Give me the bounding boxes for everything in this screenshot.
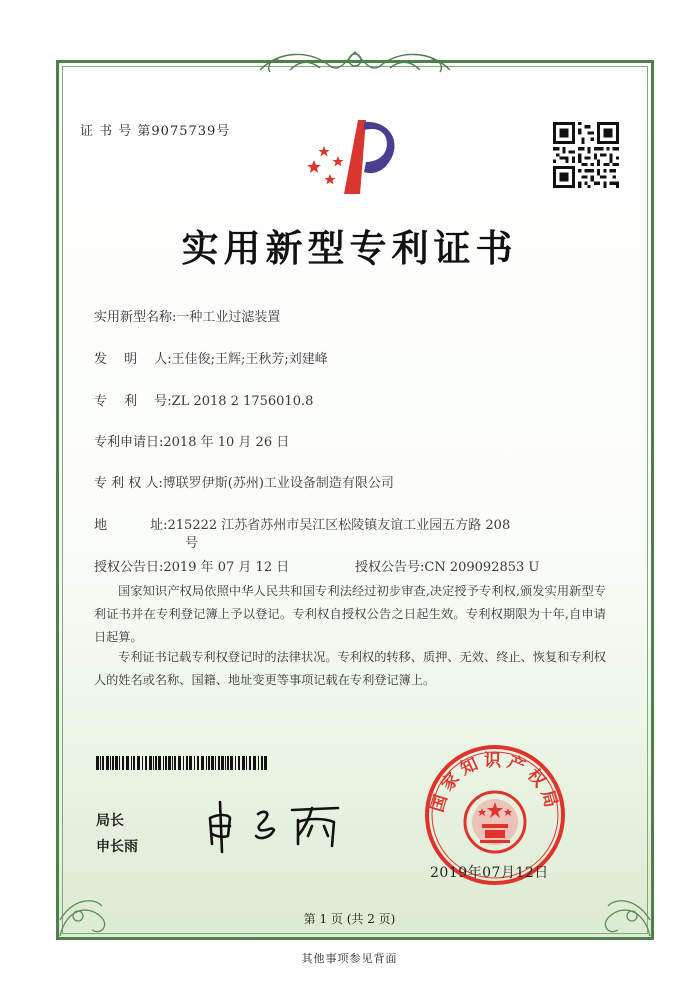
barcode-bar — [186, 756, 188, 770]
barcode-bar — [253, 756, 256, 770]
certificate-number — [80, 120, 230, 139]
barcode-bar — [235, 756, 236, 770]
barcode-bar — [174, 756, 176, 770]
barcode-bar — [221, 756, 224, 770]
address-label: 地 址: — [94, 518, 168, 533]
body-paragraph-1 — [94, 580, 606, 649]
barcode-bar — [106, 756, 109, 770]
barcode-bar — [211, 756, 214, 770]
field-inventor — [94, 348, 328, 367]
barcode-bar — [110, 756, 111, 770]
barcode-bar — [218, 756, 220, 770]
address-value-line2: 号 — [185, 536, 199, 551]
seal-date: 2019年07月12日 — [430, 865, 549, 881]
barcode-bar — [119, 756, 120, 770]
barcode-bar — [126, 756, 129, 770]
signature-role: 局长 — [96, 813, 124, 829]
bottom-right-ornament — [594, 860, 654, 940]
barcode-bar — [261, 756, 263, 770]
grant-date-label: 授权公告日: — [94, 560, 164, 575]
barcode-bar — [215, 756, 216, 770]
inventor-label: 发 明 人: — [94, 352, 172, 367]
barcode-bar — [137, 756, 140, 770]
filing-date-value: 2018 年 10 月 26 日 — [163, 435, 290, 450]
field-address — [94, 514, 510, 533]
barcode-bar — [178, 756, 181, 770]
barcode-bar — [153, 756, 154, 770]
barcode-bar — [183, 756, 184, 770]
field-utility-model-name — [94, 306, 280, 325]
footer-note: 其他事项参见背面 — [301, 952, 398, 965]
barcode-bar — [155, 756, 157, 770]
barcode-bar — [258, 756, 259, 770]
barcode-bar — [246, 756, 247, 770]
barcode-bar — [145, 756, 147, 770]
barcode-bar — [142, 756, 143, 770]
barcode-bar — [115, 756, 118, 770]
field-patentee — [94, 472, 394, 491]
qr-code — [553, 122, 619, 188]
barcode-bar — [238, 756, 240, 770]
barcode-bar — [225, 756, 226, 770]
certificate-title: 实用新型专利证书 — [181, 226, 518, 270]
barcode-bar — [102, 756, 104, 770]
field-grant-date — [94, 556, 289, 575]
page-number: 第 1 页 (共 2 页) — [303, 912, 396, 926]
barcode-bar — [112, 756, 114, 770]
patent-number-label: 专 利 号: — [94, 394, 172, 409]
certificate-number-label: 证 书 号 第 — [80, 124, 152, 139]
utility-model-name-label: 实用新型名称: — [94, 310, 177, 325]
patentee-label: 专 利 权 人: — [94, 476, 163, 491]
body-paragraph-2 — [94, 646, 606, 692]
body-paragraph-1-text: 国家知识产权局依照中华人民共和国专利法经过初步审查,决定授予专利权,颁发实用新型专利证书并在专利登记簿上予以登记。专利权自授权公告之日起生效。专利权期限为十年,自申请日起算。 — [94, 584, 606, 644]
barcode-bar — [249, 756, 251, 770]
barcode — [96, 756, 268, 770]
barcode-bar — [194, 756, 195, 770]
barcode-bar — [149, 756, 152, 770]
patent-number-value: ZL 2018 2 1756010.8 — [171, 394, 314, 409]
barcode-bar — [197, 756, 199, 770]
patentee-value: 博联罗伊斯(苏州)工业设备制造有限公司 — [162, 476, 394, 491]
barcode-bar — [189, 756, 192, 770]
seal-text: 国家知识产权局 — [427, 750, 563, 815]
body-paragraph-2-text: 专利证书记载专利权登记时的法律状况。专利权的转移、质押、无效、终止、恢复和专利权人的姓名或名称、国籍、地址变更等事项记载在专利登记簿上。 — [94, 650, 606, 687]
barcode-bar — [96, 756, 99, 770]
barcode-bar — [208, 756, 210, 770]
barcode-bar — [100, 756, 101, 770]
address-value-line1: 215222 江苏省苏州市吴江区松陵镇友谊工业园五方路 208 — [167, 518, 511, 533]
utility-model-name-value: 一种工业过滤装置 — [176, 310, 281, 325]
grant-number-label: 授权公告号: — [355, 560, 425, 575]
barcode-bar — [206, 756, 207, 770]
field-grant-number — [355, 556, 539, 575]
barcode-bar — [158, 756, 161, 770]
barcode-bar — [163, 756, 164, 770]
barcode-bar — [230, 756, 233, 770]
grant-date-value: 2019 年 07 月 12 日 — [163, 560, 290, 575]
handwritten-signature — [200, 796, 360, 856]
inventor-value: 王佳俊;王辉;王秋芳;刘建峰 — [171, 352, 328, 367]
filing-date-label: 专利申请日: — [94, 435, 164, 450]
signature-name: 申长雨 — [96, 839, 138, 855]
barcode-bar — [242, 756, 245, 770]
barcode-bar — [122, 756, 124, 770]
certificate-number-value: 9075739 — [151, 124, 217, 139]
barcode-bar — [264, 756, 267, 770]
barcode-bar — [227, 756, 229, 770]
barcode-bar — [165, 756, 167, 770]
barcode-bar — [131, 756, 132, 770]
certificate-number-suffix: 号 — [216, 124, 231, 139]
national-emblem-icon — [465, 792, 525, 852]
patent-office-logo — [300, 112, 410, 196]
bottom-left-ornament — [56, 860, 116, 940]
barcode-bar — [133, 756, 135, 770]
field-patent-number — [94, 390, 313, 409]
field-filing-date — [94, 431, 289, 450]
top-ornament — [250, 46, 460, 78]
grant-number-value: CN 209092853 U — [424, 560, 540, 575]
barcode-bar — [168, 756, 171, 770]
barcode-bar — [172, 756, 173, 770]
barcode-bar — [201, 756, 204, 770]
